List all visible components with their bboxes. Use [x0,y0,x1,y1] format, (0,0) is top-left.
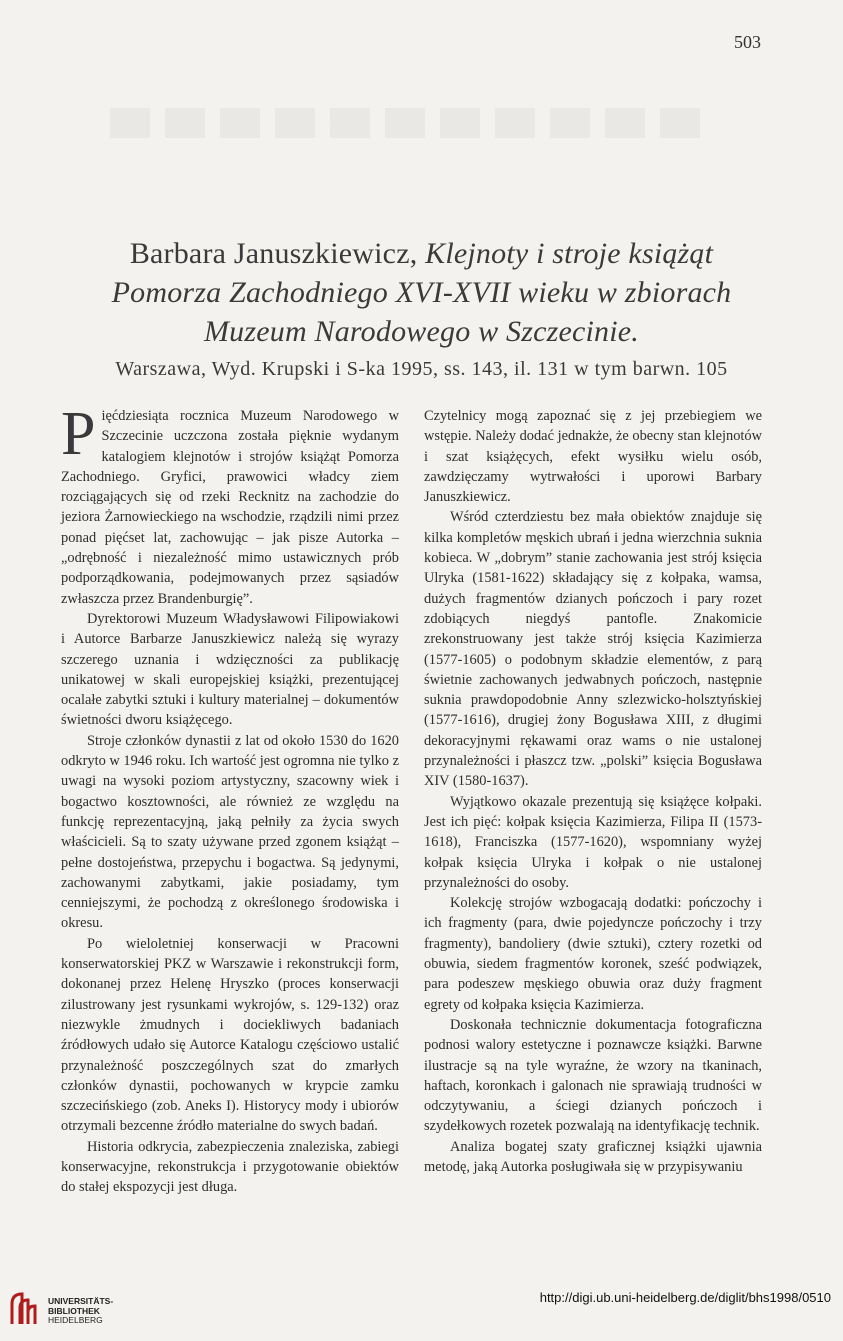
book-title-part-1: Klejnoty i stroje książąt [425,237,714,270]
paragraph: Historia odkrycia, zabezpieczenia znaleziska, zabiegi konserwacyjne, rekonstrukcja i przygotowanie obiektów do stałej ekspozycji jest długa. [61,1138,399,1196]
page-number: 503 [734,32,761,52]
title-line-2 [40,273,803,312]
paragraph: Doskonała technicznie dokumentacja fotograficzna podnosi walory estetyczne i poznawcze książki. Barwne ilustracje są na tyle wyraźne, że wzory na tkaninach, haftach, koronkach i galonach nie sprawiają trudności w odczytywaniu, a ściegi dzianych pończoch i szydełkowych rozetek pozwalają na identyfikację technik. [424,1016,762,1135]
right-column [424,406,762,1177]
paragraph: Pięćdziesiąta rocznica Muzeum Narodowego w Szczecinie uczczona została pięknie wydanym katalogiem klejnotów i strojów książąt Pomorza Zachodniego. Gryfici, prawowici władcy ziem rozciągających się od rzeki Recknitz na zachodzie do jeziora Żarnowieckiego na wschodzie, rządzili nimi przez ponad pięćset lat, zachowując – jak pisze Autorka – „odrębność i niezależność mimo ustawicznych prób podporządkowania, podejmowanych przez sąsiadów zwłaszcza przez Brandenburgię”. [61,400,399,607]
paragraph: Dyrektorowi Muzeum Władysławowi Filipowiakowi i Autorce Barbarze Januszkiewicz należą się wyrazy szczerego uznania i wdzięczności za publikację unikatowej w skali europejskiej książki, prezentującej ocalałe zabytki sztuki i kultury materialnej – dokumentów świetności dworu książęcego. [61,610,399,729]
bleed-through-mark [110,108,710,138]
title-line-3 [40,312,803,351]
source-url-link[interactable]: http://digi.ub.uni-heidelberg.de/diglit/bhs1998/0510 [539,1290,831,1305]
publication-info: Warszawa, Wyd. Krupski i S-ka 1995, ss. 143, il. 131 w tym barwn. 105 [115,358,728,380]
paragraph: Wśród czterdziestu bez mała obiektów znajduje się kilka kompletów męskich ubrań i jedna wierzchnia suknia kobieca. W „dobrym” stanie zachowania jest strój księcia Ulryka (1581-1622) składający się z kołpaka, wamsa, dużych fragmentów dzianych pończoch i pary rozet zdobiących niegdyś pantofle. Znakomicie zrekonstruowany jest także strój księcia Kazimierza (1577-1605) o podobnym składzie elementów, z parą świetnie zachowanych jedwabnych pończoch, następnie suknia prawdopodobnie Anny szlezwicko-holsztyńskiej (1577-1616), drugiej żony Bogusława XIII, z długimi dekoracyjnymi rękawami oraz wams o nie ustalonej przynależności i płaszcz tzw. „polski” księcia Bogusława XIV (1580-1637). [424,509,762,790]
library-logo[interactable] [8,1290,208,1330]
author-name: Barbara Januszkiewicz, [129,237,418,270]
paragraph: Analiza bogatej szaty graficznej książki ujawnia metodę, jaką Autorka posługiwała się w przypisywaniu [424,1138,762,1175]
paragraph: Stroje członków dynastii z lat od około 1530 do 1620 odkryto w 1946 roku. Ich wartość jest ogromna nie tylko z uwagi na wysoki poziom artystyczny, szacowny wiek i bogactwo kosztowności, ale również ze względu na funkcję reprezentacyjną, jaką pełniły za życia swych właścicieli. Są to szaty używane przed zgonem książąt – pełne dostojeństwa, przepychu i bogactwa. Są jedynymi, zachowanymi zabytkami, jakie posiadamy, tym cenniejszymi, że pochodzą z określonego środowiska i okresu. [61,732,399,932]
paragraph: Kolekcję strojów wzbogacają dodatki: pończochy i ich fragmenty (para, dwie pojedyncze pończochy i trzy fragmenty), bandoliery (dwie sztuki), cztery rozetki od obuwia, siedem fragmentów koronek, sześć podwiązek, para podeszew męskiego obuwia oraz duży fragment egrety od kołpaka księcia Kazimierza. [424,895,762,1013]
library-emblem-icon [8,1290,40,1326]
paragraph: Wyjątkowo okazale prezentują się książęce kołpaki. Jest ich pięć: kołpak księcia Kazimierza, Filipa II (1573-1618), Franciszka (1577-1620), wspomniany wyżej kołpak księcia Ulryka i kołpak o nie ustalonej przynależności do osoby. [424,793,762,891]
library-name: UNIVERSITÄTS- BIBLIOTHEK HEIDELBERG [48,1296,114,1325]
paragraph: Czytelnicy mogą zapoznać się z jej przebiegiem we wstępie. Należy dodać jednakże, że obecny stan klejnotów i szat książęcych, efekt wysiłku wielu osób, zawdzięczamy wytrwałości i uporowi Barbary Januszkiewicz. [424,408,762,506]
review-header [40,234,803,382]
title-line-1 [40,234,803,273]
paragraph: Po wieloletniej konserwacji w Pracowni konserwatorskiej PKZ w Warszawie i rekonstrukcji form, dokonanej przez Helenę Hryszko (proces konserwacji zilustrowany jest rysunkami wykrojów, s. 129-132) oraz niezwykle żmudnych i dociekliwych badaniach źródłowych udało się Autorce Katalogu częściowo ustalić przynależność poszczególnych szat do zmarłych członków dynastii, pochowanych w krypcie zamku szczecińskiego (zob. Aneks I). Historycy mody i ubiorów otrzymali bezcenne źródło materialne do swych badań. [61,935,399,1135]
book-title-part-2: Pomorza Zachodniego XVI-XVII wieku w zbiorach [111,276,732,309]
drop-cap: P [61,400,96,468]
book-title-part-3: Muzeum Narodowego w Szczecinie. [203,315,640,348]
left-column [61,400,399,1198]
